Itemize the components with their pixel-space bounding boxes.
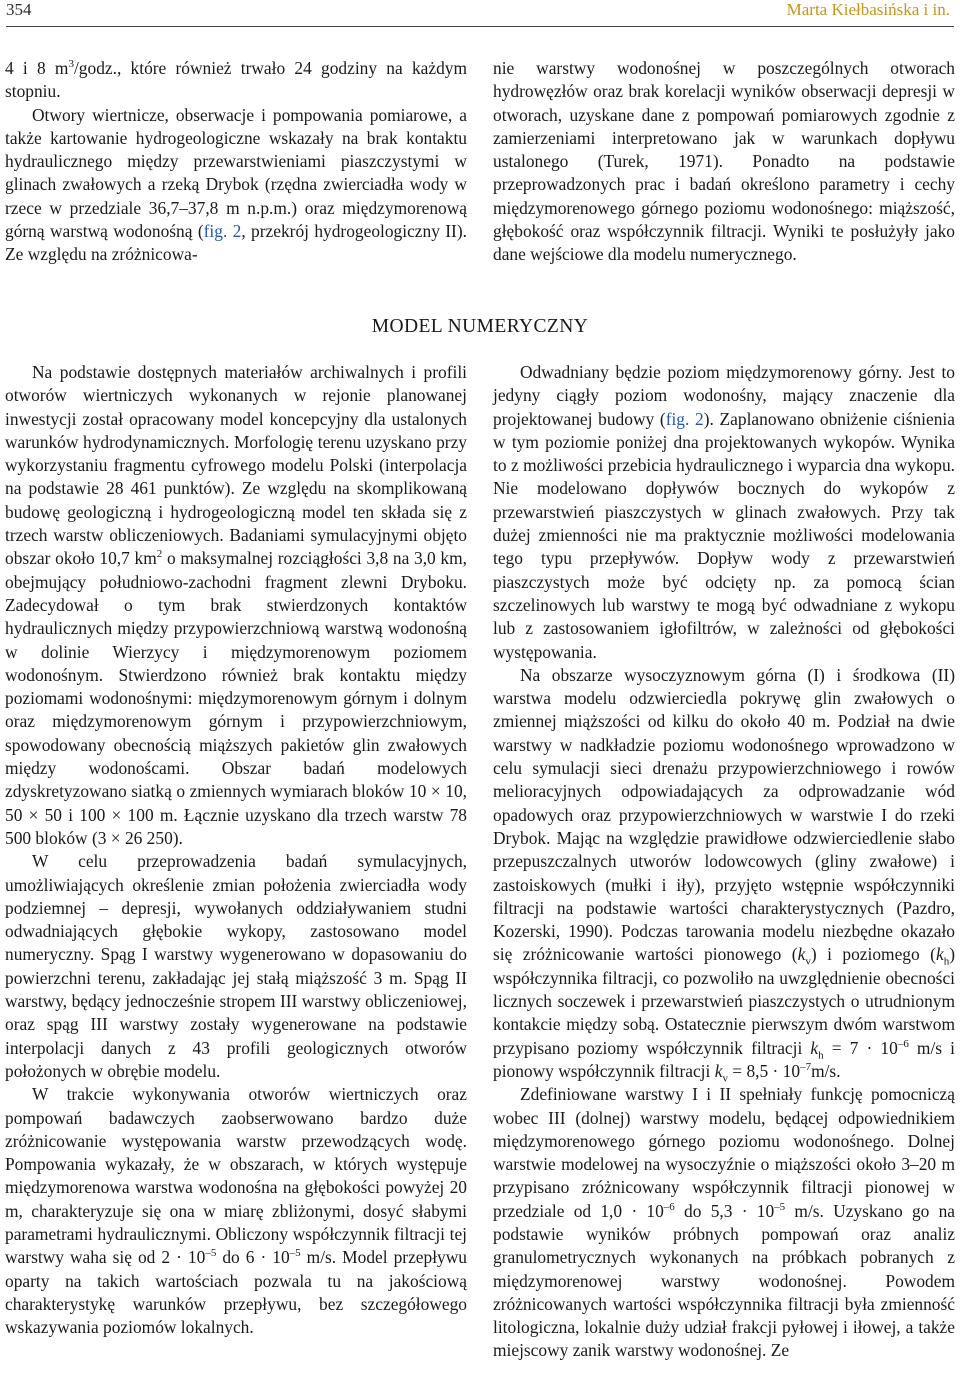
left-column bbox=[5, 361, 467, 1339]
paragraph: Na podstawie dostępnych materiałów archiwalnych i profili otworów wiertniczych wykonanych w rejonie planowanej inwestycji został opracowany model koncepcyjny dla ustalonych warunków hydrodynamicznych. Morfologię terenu uzyskano przy wykorzystaniu fragmentu cyfrowego modelu Polski (interpolacja na podstawie 28 461 punktów). Ze względu na skomplikowaną budowę geologiczną i hydrogeologiczną model ten składa się z trzech warstw obliczeniowych. Badaniami symulacyjnymi objęto obszar około 10,7 $km^2$ o maksymalnej rozciągłości 3,8 na 3,0 km, obejmujący południowo-zachodni fragment zlewni Dryboku. Zadecydował o tym brak stwierdzonych kontaktów hydraulicznych między przypowierzchniową warstwą wodonośną w dolinie Wierzycy i międzymorenowym poziomem wodonośnym. Stwierdzono również brak kontaktu między poziomami wodonośnymi: międzymorenowym górnym i dolnym oraz międzymorenowym górnym i przypowierzchniowym, spowodowany obecnością miąższych pakietów glin zwałowych między wodonoścami. Obszar badań modelowych zdyskretyzowano siatką o zmiennych wymiarach bloków 10 × 10, 50 × 50 i 100 × 100 m. Łącznie uzyskano dla trzech warstw 78 500 bloków (3 × 26 250). bbox=[5, 362, 467, 848]
paragraph: Zdefiniowane warstwy I i II spełniały funkcję pomocniczą wobec III (dolnej) warstwy modelu, będącej odpowiednikiem międzymorenowego górnego poziomu wodonośnego. Dolnej warstwie modelowej na wysoczyźnie o miąższości około 3–20 m przypisano zróżnicowany współczynnik filtracji pionowej w przedziale od $1,0 \cdot 10^{-6}$ do $5,3 \cdot 10^{-5}$ m/s. Uzyskano go na podstawie wyników próbnych pompowań oraz analiz granulometrycznych wykonanych na próbkach pobranych z międzymorenowej warstwy wodonośnej. Powodem zróżnicowanych wartości współczynnika filtracji była zmienność litologiczna, lokalnie duży udział frakcji pyłowej i iłowej, a także miejscowy zanik warstwy wodonośnej. Ze bbox=[493, 1084, 956, 1361]
paragraph: Na obszarze wysoczyznowym górna (I) i środkowa (II) warstwa modelu odzwierciedla pokrywę glin zwałowych o zmiennej miąższości od kilku do około 40 m. Podział na dwie warstwy w nadkładzie poziomu wodonośnego wprowadzono w celu symulacji sieci drenażu przypowierzchniowego i rowów melioracyjnych odpowiadających za odprowadzanie wód opadowych oraz przypowierzchniowych w warstwie I do rzeki Drybok. Mając na względzie prawidłowe odzwierciedlenie słabo przepuszczalnych utworów lodowcowych (gliny zwałowe) i zastoiskowych (mułki i iły), przyjęto wstępnie współczynniki filtracji na podstawie wartości charakterystycznych (Pazdro, Kozerski, 1990). Podczas tarowania modelu niezbędne okazało się zróżnicowanie wartości pionowego $(k_v)$ i poziomego $(k_h)$ współczynnika filtracji, co pozwoliło na uwzględnienie obecności licznych soczewek i przewarstwień piaszczystych o utrudnionym kontakcie między sobą. Ostatecznie pierwszym dwóm warstwom przypisano poziomy współczynnik filtracji $k_h = 7 \cdot 10^{-6}$ m/s i pionowy współczynnik filtracji $k_v = 8,5 \cdot 10^{-7}m/s$. bbox=[493, 664, 956, 1085]
header-rule bbox=[6, 26, 954, 27]
top-right-column bbox=[493, 57, 955, 267]
paragraph: nie warstwy wodonośnej w poszczególnych otworach hydrowęzłów oraz brak korelacji wyników obserwacji depresji w otworach, uzyskane dane z pompowań pomiarowych zgodnie z zamierzeniami interpretowano jak w warunkach dopływu ustalonego (Turek, 1971). Ponadto na podstawie przeprowadzonych prac i badań określono parametry i cechy międzymorenowego górnego poziomu wodonośnego: miąższość, głębokość oraz współczynnik filtracji. Wyniki te posłużyły jako dane wejściowe dla modelu numerycznego. bbox=[493, 58, 955, 265]
paragraph: Odwadniany będzie poziom międzymorenowy górny. Jest to jedyny ciągły poziom wodonośny, mający znaczenie dla projektowanej budowy (fig. 2). Zaplanowano obniżenie ciśnienia w tym poziomie poniżej dna projektowanych wykopów. Wynika to z możliwości przebicia hydraulicznego i wyparcia dna wykopu. Nie modelowano dopływów bocznych do wykopów z przewarstwień piaszczystych w glinach zwałowych. Przy tak dużej zmienności nie ma praktycznie możliwości modelowania tego typu przepływów. Dopływ wody z przewarstwień piaszczystych może być odcięty np. za pomocą ścian szczelinowych lub warstwy te mogą być odwadniane z wykopu lub z zastosowaniem igłofiltrów, w zależności od głębokości występowania. bbox=[493, 362, 955, 662]
paragraph: W trakcie wykonywania otworów wiertniczych oraz pompowań badawczych zaobserwowano bardzo duże zróżnicowanie występowania warstw przewodzących wodę. Pompowania wykazały, że w obszarach, w których występuje międzymorenowa warstwa wodonośna na głębokości powyżej 20 m, charakteryzuje się ona w miarę zbliżonymi, dosyć słabymi parametrami hydraulicznymi. Obliczony współczynnik filtracji tej warstwy waha się od $2 \cdot 10^{-5}$ do $6 \cdot 10^{-5}$ m/s. Model przepływu oparty na takich wartościach pozwala tu na jakościową charakterystykę warunków przepływu, bez szczegółowego wskazywania poziomów lokalnych. bbox=[5, 1084, 467, 1338]
running-head: Marta Kiełbasińska i in. bbox=[786, 0, 950, 19]
paragraph: 4 i 8 $m^3$/godz., które również trwało 24 godziny na każdym stopniu. bbox=[5, 58, 467, 102]
paragraph: Otwory wiertnicze, obserwacje i pompowania pomiarowe, a także kartowanie hydrogeologiczne wskazały na brak kontaktu hydraulicznego między przewarstwieniami piaszczystymi w glinach zwałowych a rzeką Drybok (rzędna zwierciadła wody w rzece w przedziale 36,7–37,8 m n.p.m.) oraz międzymorenową górną warstwą wodonośną (fig. 2, przekrój hydrogeologiczny II). Ze względu na zróżnicowa- bbox=[5, 104, 467, 265]
top-left-column bbox=[5, 57, 467, 267]
paragraph: W celu przeprowadzenia badań symulacyjnych, umożliwiających określenie zmian położenia zwierciadła wody podziemnej – depresji, wywołanych oddziaływaniem studni odwadniających głębokie wykopy, zastosowano model numeryczny. Spąg I warstwy wygenerowano w dopasowaniu do powierzchni terenu, zakładając jej stałą miąższość 3 m. Spąg II warstwy, będący jednocześnie stropem III warstwy obliczeniowej, oraz spąg III warstwy zostały wygenerowane na podstawie interpolacji danych z 43 profili geologicznych otworów położonych w obrębie modelu. bbox=[5, 851, 467, 1081]
figure-link[interactable]: fig. 2 bbox=[203, 221, 242, 242]
right-column bbox=[493, 361, 955, 1363]
figure-link[interactable]: fig. 2 bbox=[665, 408, 704, 429]
page-header bbox=[6, 0, 954, 22]
section-title: MODEL NUMERYCZNY bbox=[371, 316, 589, 337]
page-number: 354 bbox=[6, 0, 32, 19]
